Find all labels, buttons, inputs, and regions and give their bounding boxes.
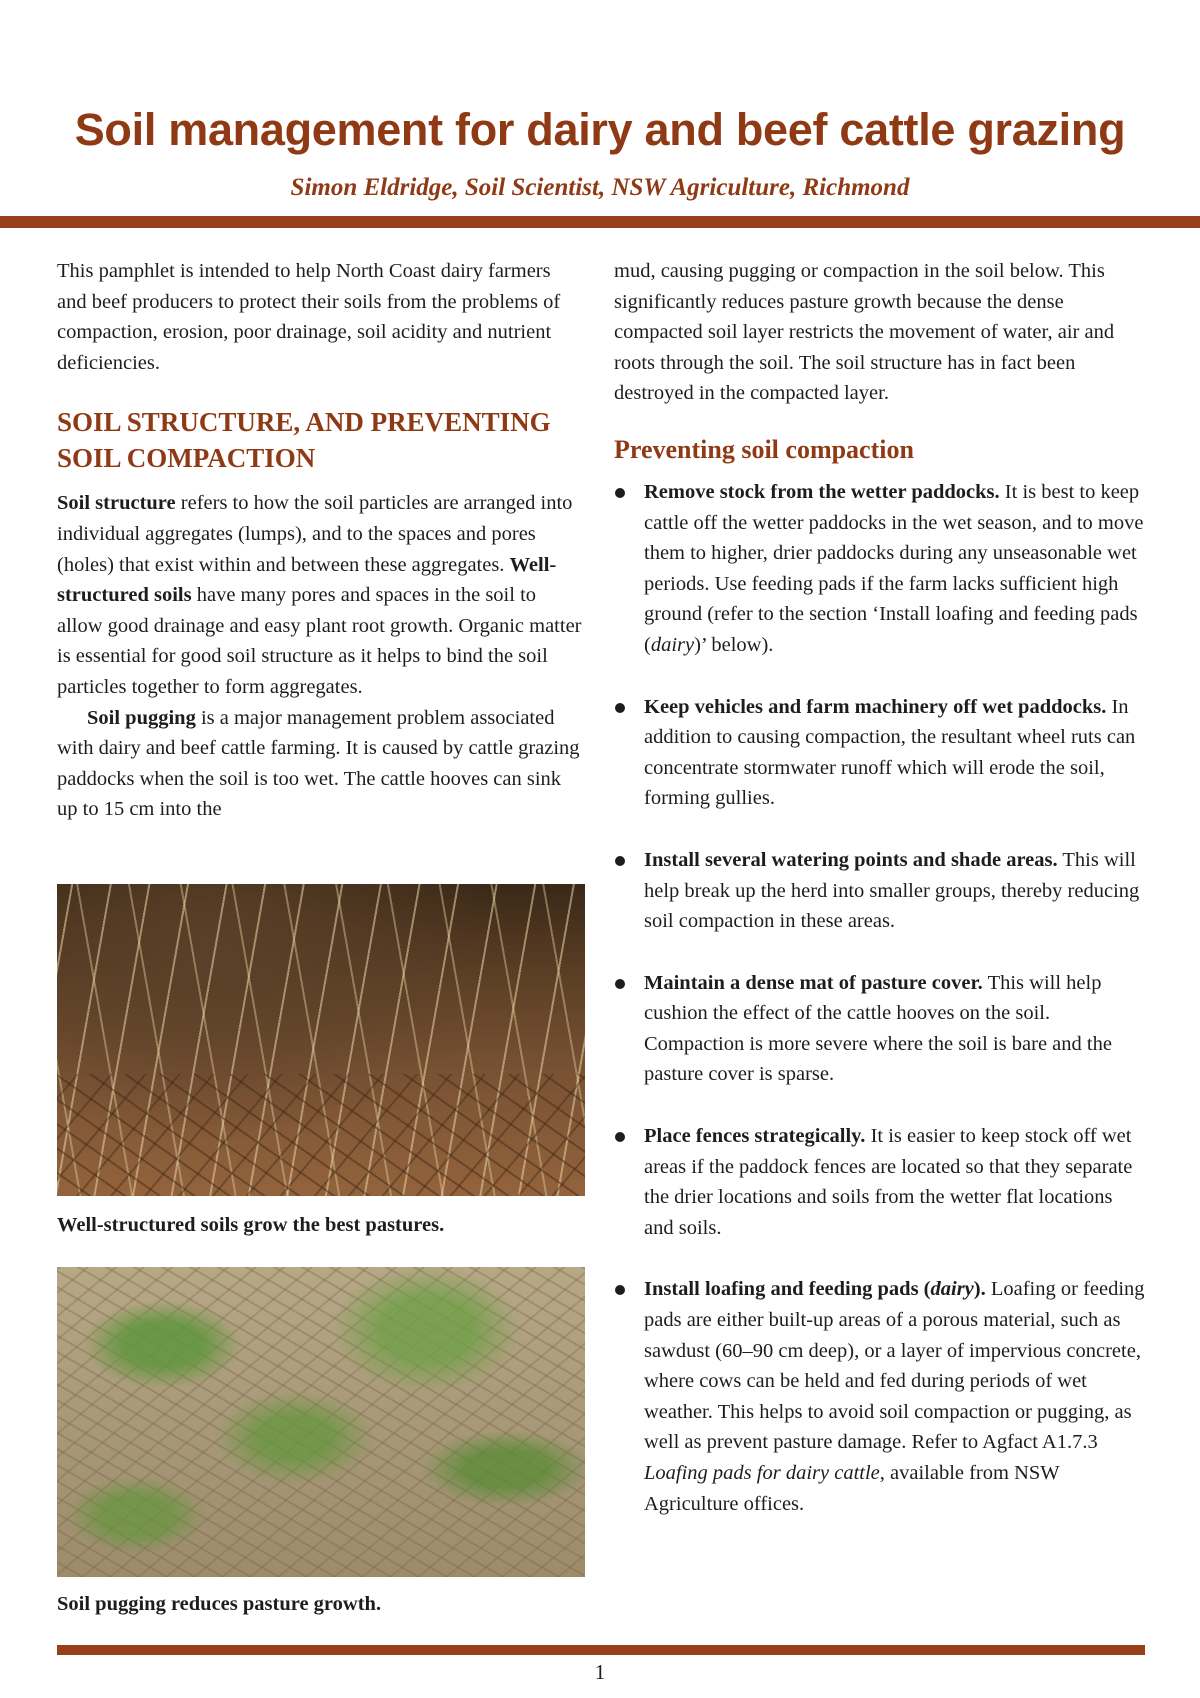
section-heading <box>57 404 585 476</box>
list-item: Install several watering points and shade areas. This will help break up the herd into smaller groups, thereby reducing soil compaction in these areas. <box>614 845 1146 937</box>
right-column <box>614 256 1146 1550</box>
author-byline: Simon Eldridge, Soil Scientist, NSW Agriculture, Richmond <box>290 174 910 201</box>
photo-pugged-pasture <box>57 1267 585 1577</box>
figure-caption-2: Soil pugging reduces pasture growth. <box>57 1593 382 1615</box>
page-title: Soil management for dairy and beef cattle grazing <box>74 104 1126 155</box>
figure-caption-1: Well-structured soils grow the best pastures. <box>57 1214 445 1236</box>
bullet-icon <box>615 856 625 866</box>
page-number: 1 <box>594 1660 606 1684</box>
list-item: Install loafing and feeding pads (dairy). Loafing or feeding pads are either built-up areas of a porous material, such as sawdust (60–90 cm deep), or a layer of impervious concrete, where cows can be held and fed during periods of wet weather. This helps to avoid soil compaction or pugging, as well as prevent pasture damage. Refer to Agfact A1.7.3 Loafing pads for dairy cattle, available from NSW Agriculture offices. <box>614 1274 1146 1519</box>
compaction-tips-list <box>614 477 1146 1519</box>
photo-soil-roots <box>57 884 585 1196</box>
continuation-paragraph: mud, causing pugging or compaction in the soil below. This significantly reduces pasture growth because the dense compacted soil layer restricts the movement of water, air and roots through the soil. The soil structure has in fact been destroyed in the compacted layer. <box>614 260 1115 405</box>
header-rule <box>0 216 1200 228</box>
term-soil-structure: Soil structure <box>57 492 176 515</box>
photo-soil-cracks <box>57 1074 585 1196</box>
agfact-reference: Loafing pads for dairy cattle <box>644 1462 880 1484</box>
soil-structure-paragraph: Soil structure refers to how the soil particles are arranged into individual aggregates (lumps), and to the spaces and pores (holes) that exist within and between these aggregates. Well-structured soils have many pores and spaces in the soil to allow good drainage and easy plant root growth. Organic matter is essential for good soil structure as it helps to bind the soil particles together to form aggregates. <box>57 492 582 698</box>
term-well-structured-soils: Well-structured soils <box>57 553 557 607</box>
section-heading-line2: SOIL COMPACTION <box>57 443 316 474</box>
sub-heading: Preventing soil compaction <box>614 434 914 464</box>
bullet-icon <box>615 1285 625 1295</box>
list-item: Maintain a dense mat of pasture cover. This will help cushion the effect of the cattle hooves on the soil. Compaction is more severe where the soil is bare and the pasture cover is sparse. <box>614 968 1146 1090</box>
soil-pugging-paragraph: Soil pugging is a major management problem associated with dairy and beef cattle farming. It is caused by cattle grazing paddocks when the soil is too wet. The cattle hooves can sink up to 15 cm into the <box>57 706 580 821</box>
list-item: Keep vehicles and farm machinery off wet paddocks. In addition to causing compaction, the resultant wheel ruts can concentrate stormwater runoff which will erode the soil, forming gullies. <box>614 692 1146 814</box>
footer-rule <box>57 1645 1145 1655</box>
left-column <box>57 256 585 825</box>
intro-paragraph: This pamphlet is intended to help North Coast dairy farmers and beef producers to protect their soils from the problems of compaction, erosion, poor drainage, soil acidity and nutrient deficiencies. <box>57 260 561 374</box>
bullet-icon <box>615 979 625 989</box>
bullet-icon <box>615 703 625 713</box>
list-item: Remove stock from the wetter paddocks. It is best to keep cattle off the wetter paddocks in the wet season, and to move them to higher, drier paddocks during any unseasonable wet periods. Use feeding pads if the farm lacks sufficient high ground (refer to the section ‘Install loafing and feeding pads (dairy)’ below). <box>614 477 1146 661</box>
section-heading-line1: SOIL STRUCTURE, AND PREVENTING <box>57 407 551 438</box>
term-soil-pugging: Soil pugging <box>87 706 196 729</box>
bullet-icon <box>615 488 625 498</box>
bullet-icon <box>615 1132 625 1142</box>
list-item: Place fences strategically. It is easier to keep stock off wet areas if the paddock fences are located so that they separate the drier locations and soils from the wetter flat locations and soils. <box>614 1121 1146 1243</box>
